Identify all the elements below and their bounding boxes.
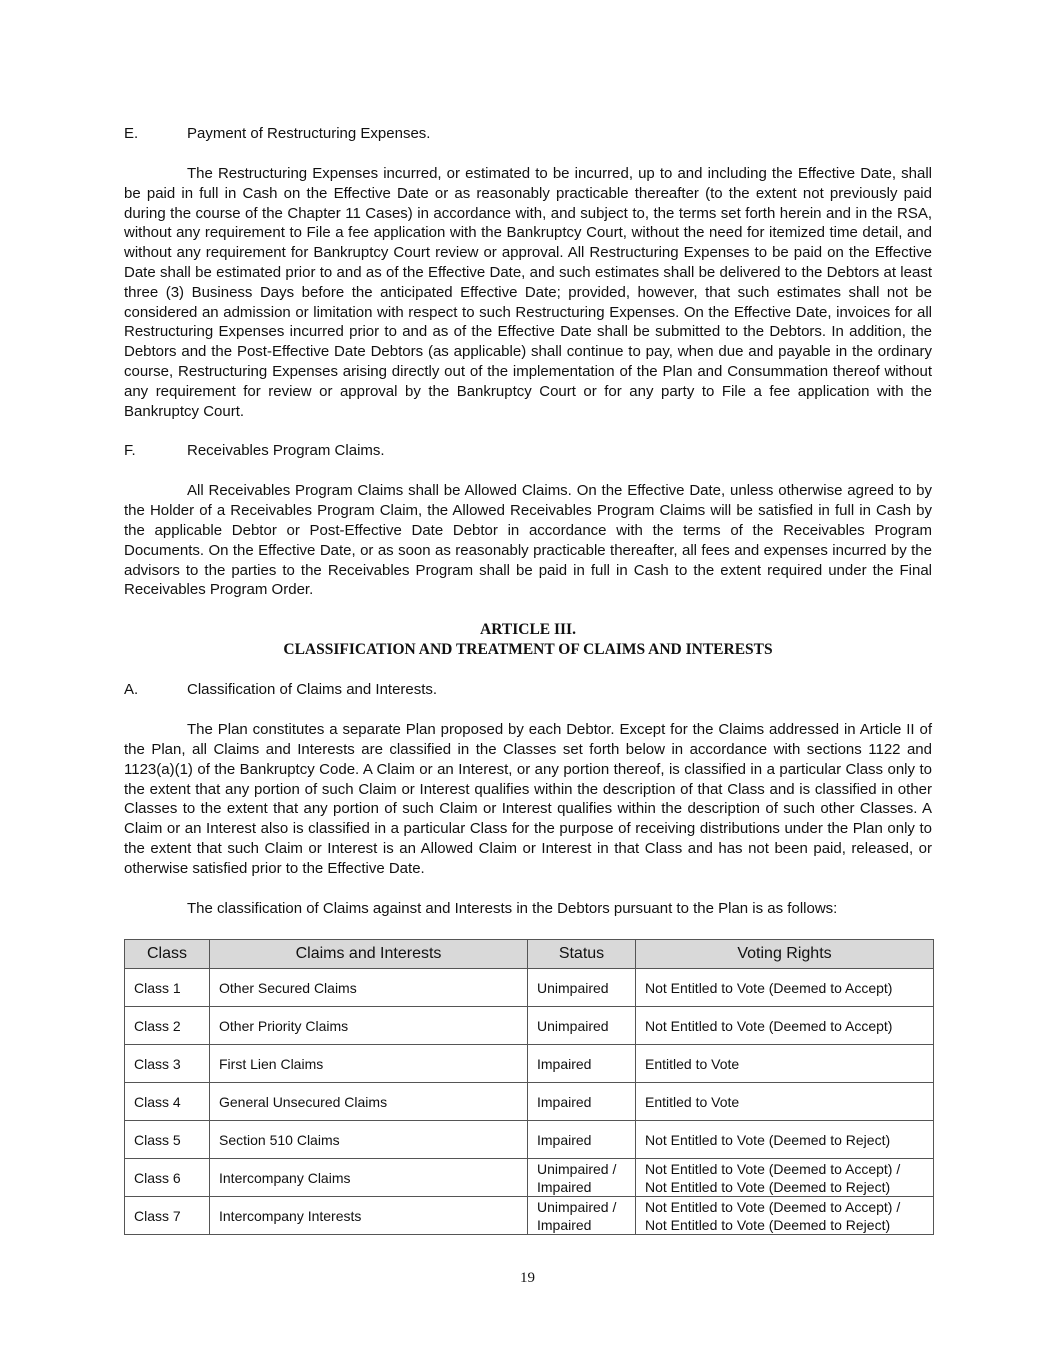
section-e-letter: E.	[124, 125, 139, 142]
section-f-body: All Receivables Program Claims shall be Allowed Claims. On the Effective Date, unless otherwise agreed to by the Holder of a Receivables Program Claim, the Allowed Receivables Program Claims will be satisfied in full in Cash by the applicable Debtor or Post-Effective Date Debtor in accordance with the terms of the Receivables Program Documents. On the Effective Date, or as soon as reasonably practicable thereafter, all fees and expenses incurred by the advisors to the parties to the Receivables Program shall be paid in full in Cash to the extent required under the Final Receivables Program Order.	[124, 482, 932, 599]
cell-claims: Intercompany Claims	[210, 1159, 528, 1197]
section-e-heading	[124, 124, 932, 144]
cell-status: Unimpaired	[528, 969, 636, 1007]
cell-voting: Not Entitled to Vote (Deemed to Accept)	[636, 969, 934, 1007]
section-a-heading	[124, 680, 932, 700]
cell-class: Class 6	[125, 1159, 210, 1197]
cell-voting: Entitled to Vote	[636, 1083, 934, 1121]
table-row	[125, 1159, 934, 1197]
cell-voting: Not Entitled to Vote (Deemed to Accept)	[636, 1007, 934, 1045]
article-number: ARTICLE III.	[480, 621, 576, 639]
table-row	[125, 1045, 934, 1083]
cell-class: Class 1	[125, 969, 210, 1007]
table-row	[125, 1197, 934, 1235]
table-row	[125, 1083, 934, 1121]
cell-voting: Entitled to Vote	[636, 1045, 934, 1083]
section-e-title: Payment of Restructuring Expenses.	[187, 125, 431, 142]
cell-claims: First Lien Claims	[210, 1045, 528, 1083]
document-page	[124, 124, 932, 1235]
table-header-row	[125, 940, 934, 969]
cell-class: Class 4	[125, 1083, 210, 1121]
cell-claims: Section 510 Claims	[210, 1121, 528, 1159]
cell-class: Class 7	[125, 1197, 210, 1235]
table-row	[125, 969, 934, 1007]
cell-class: Class 5	[125, 1121, 210, 1159]
page-number: 19	[520, 1270, 535, 1286]
cell-claims: Other Secured Claims	[210, 969, 528, 1007]
table-row	[125, 1007, 934, 1045]
header-status: Status	[528, 940, 636, 969]
header-voting-rights: Voting Rights	[636, 940, 934, 969]
cell-status: Unimpaired	[528, 1007, 636, 1045]
section-f-heading	[124, 441, 932, 461]
cell-class: Class 3	[125, 1045, 210, 1083]
section-a-letter: A.	[124, 681, 139, 699]
cell-voting: Not Entitled to Vote (Deemed to Reject)	[636, 1121, 934, 1159]
section-e-body: The Restructuring Expenses incurred, or estimated to be incurred, up to and including the Effective Date, shall be paid in full in Cash on the Effective Date or as reasonably practicable thereafter (to the extent not previously paid during the course of the Chapter 11 Cases) in accordance with, and subject to, the terms set forth herein and in the RSA, without any requirement to File a fee application with the Bankruptcy Court, without the need for itemized time detail, and without any requirement for Bankruptcy Court review or approval. All Restructuring Expenses to be paid on the Effective Date shall be estimated prior to and as of the Effective Date, and such estimates shall be delivered to the Debtors at least three (3) Business Days before the anticipated Effective Date; provided, however, that such estimates shall not be considered an admission or limitation with respect to such Restructuring Expenses. On the Effective Date, invoices for all Restructuring Expenses incurred prior to and as of the Effective Date shall be submitted to the Debtors. In addition, the Debtors and the Post-Effective Date Debtors (as applicable) shall continue to pay, when due and payable in the ordinary course, Restructuring Expenses arising directly out of the implementation of the Plan and Consummation thereof without any requirement for review or approval by the Bankruptcy Court or for any party to File a fee application with the Bankruptcy Court.	[124, 165, 932, 420]
classification-table	[124, 939, 934, 1235]
section-a-title: Classification of Claims and Interests.	[187, 681, 438, 699]
cell-status: Impaired	[528, 1083, 636, 1121]
cell-voting: Not Entitled to Vote (Deemed to Accept) / Not Entitled to Vote (Deemed to Reject)	[636, 1159, 934, 1197]
header-claims-and-interests: Claims and Interests	[210, 940, 528, 969]
section-f-letter: F.	[124, 442, 136, 460]
cell-status: Unimpaired / Impaired	[528, 1197, 636, 1235]
cell-status: Unimpaired / Impaired	[528, 1159, 636, 1197]
header-class: Class	[125, 940, 210, 969]
section-a-body: The Plan constitutes a separate Plan proposed by each Debtor. Except for the Claims addressed in Article II of the Plan, all Claims and Interests are classified in the Classes set forth below in accordance with sections 1122 and 1123(a)(1) of the Bankruptcy Code. A Claim or an Interest, or any portion thereof, is classified in a particular Class only to the extent that any portion of such Claim or Interest qualifies within the description of that Class and is classified in other Classes to the extent that any portion of such Claim or Interest qualifies within the description of such other Classes. A Claim or an Interest also is classified in a particular Class for the purpose of receiving distributions under the Plan only to the extent that such Claim or Interest is an Allowed Claim or Interest in that Class and has not been paid, released, or otherwise satisfied prior to the Effective Date.	[124, 721, 932, 877]
cell-class: Class 2	[125, 1007, 210, 1045]
article-title: CLASSIFICATION AND TREATMENT OF CLAIMS AND INTERESTS	[283, 641, 773, 659]
table-row	[125, 1121, 934, 1159]
section-f-title: Receivables Program Claims.	[187, 442, 385, 460]
cell-claims: General Unsecured Claims	[210, 1083, 528, 1121]
article-heading	[124, 620, 932, 660]
cell-claims: Other Priority Claims	[210, 1007, 528, 1045]
cell-voting: Not Entitled to Vote (Deemed to Accept) / Not Entitled to Vote (Deemed to Reject)	[636, 1197, 934, 1235]
section-a-intro: The classification of Claims against and Interests in the Debtors pursuant to the Plan is as follows:	[187, 899, 838, 917]
cell-claims: Intercompany Interests	[210, 1197, 528, 1235]
cell-status: Impaired	[528, 1121, 636, 1159]
cell-status: Impaired	[528, 1045, 636, 1083]
